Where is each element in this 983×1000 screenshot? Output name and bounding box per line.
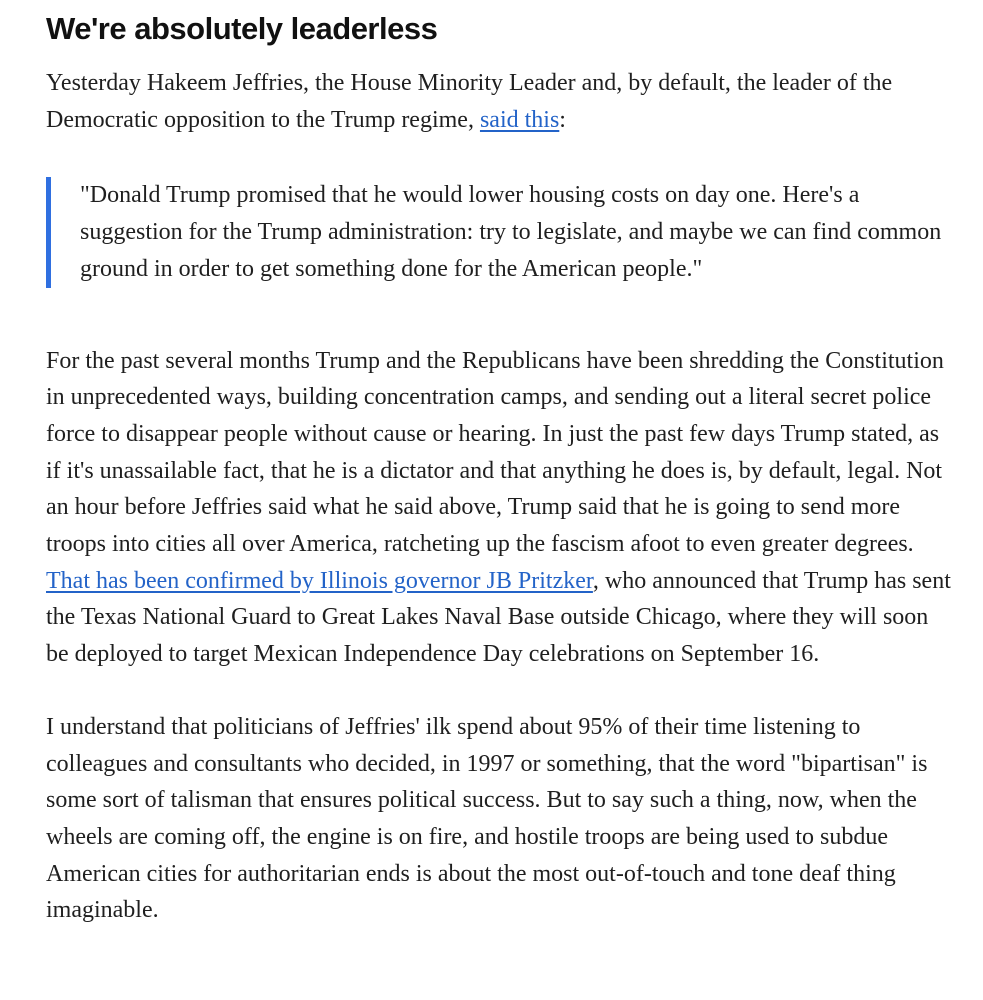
paragraph-intro (46, 65, 951, 138)
article-title: We're absolutely leaderless (46, 11, 438, 46)
pritzker-confirmation-link[interactable]: That has been confirmed by Illinois governor JB Pritzker (46, 567, 593, 594)
paragraph-intro-text: Yesterday Hakeem Jeffries, the House Minority Leader and, by default, the leader of the Democratic opposition to the Trump regime, (46, 70, 893, 133)
paragraph-context (46, 343, 951, 673)
paragraph-intro-colon: : (559, 106, 566, 133)
jeffries-quote: "Donald Trump promised that he would lower housing costs on day one. Here's a suggestion for the Trump administration: try to legislate, and maybe we can find common ground in order to get something done for the American people." (46, 177, 951, 287)
paragraph-context-continued: , who announced that Trump has sent the Texas National Guard to Great Lakes Naval Base outside Chicago, where they will soon be deployed to target Mexican Independence Day celebrations on September 16. (46, 567, 951, 668)
paragraph-context-text: For the past several months Trump and the Republicans have been shredding the Constitution in unprecedented ways, building concentration camps, and sending out a literal secret police force to disappear people without cause or hearing. In just the past few days Trump stated, as if it's unassailable fact, that he is a dictator and that anything he does is, by default, legal. Not an hour before Jeffries said what he said above, Trump said that he is going to send more troops into cities all over America, ratcheting up the fascism afoot to even greater degrees. (46, 347, 944, 558)
said-this-link[interactable]: said this (479, 106, 560, 133)
article (46, 8, 951, 929)
paragraph-commentary: I understand that politicians of Jeffries' ilk spend about 95% of their time listening to colleagues and consultants who decided, in 1997 or something, that the word "bipartisan" is some sort of talisman that ensures political success. But to say such a thing, now, when the wheels are coming off, the engine is on fire, and hostile troops are being used to subdue American cities for authoritarian ends is about the most out-of-touch and tone deaf thing imaginable. (46, 713, 928, 924)
